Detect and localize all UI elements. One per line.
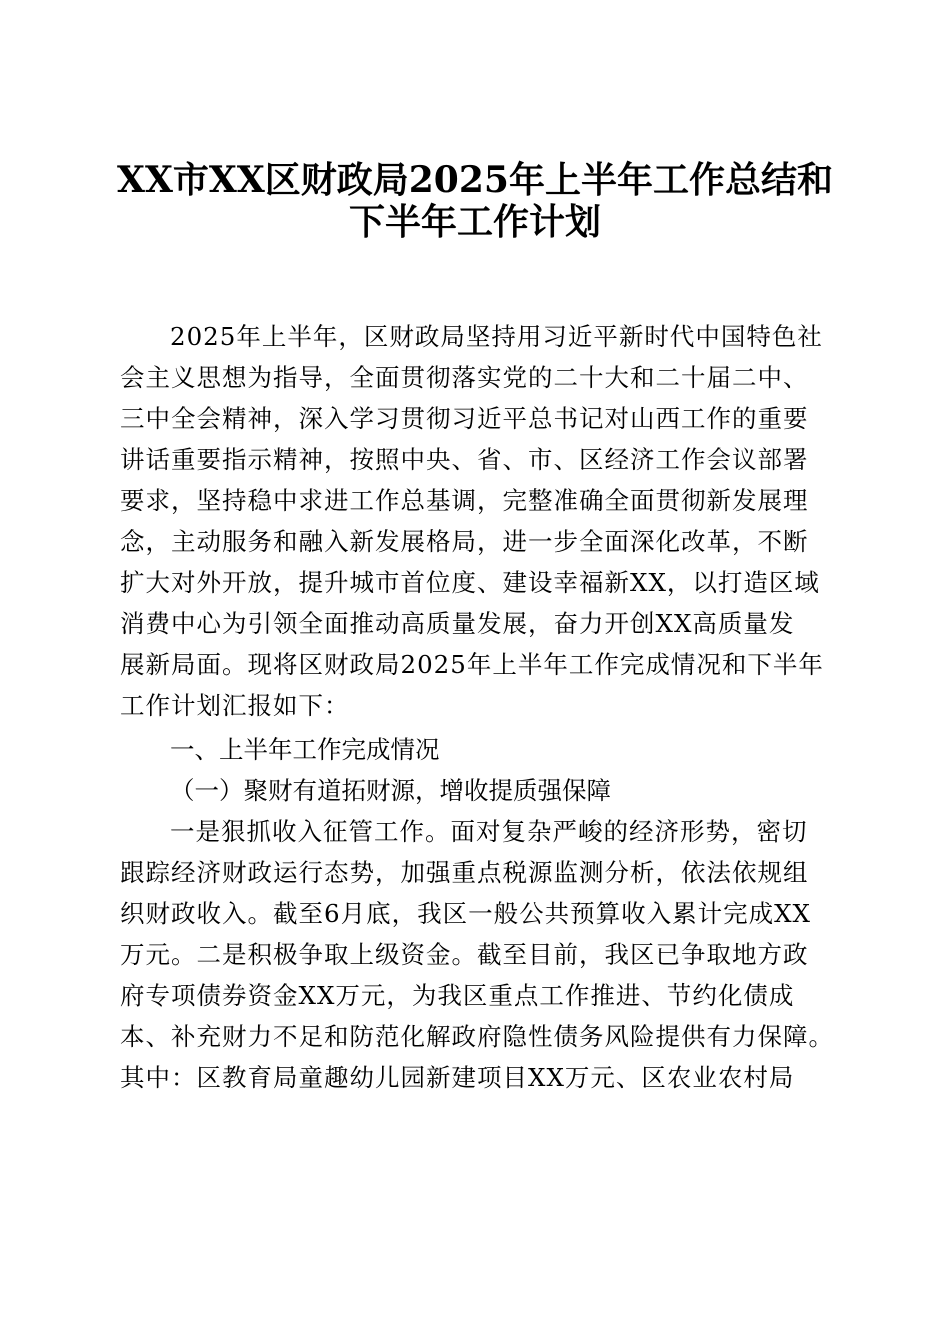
paragraph-line: 扩大对外开放，提升城市首位度、建设幸福新XX，以打造区域 [120,568,820,597]
paragraph-line: 跟踪经济财政运行态势，加强重点税源监测分析，依法依规组 [120,858,809,887]
document-title-line-2: 下半年工作计划 [348,201,601,243]
paragraph-line: 讲话重要指示精神，按照中央、省、市、区经济工作会议部署 [120,445,809,474]
paragraph-line: 2025年上半年，区财政局坚持用习近平新时代中国特色社 [170,322,823,351]
document-title-line-1: XX市XX区财政局2025年上半年工作总结和 [117,159,833,201]
paragraph-line: 织财政收入。截至6月底，我区一般公共预算收入累计完成XX [120,899,811,928]
paragraph-line: 展新局面。现将区财政局2025年上半年工作完成情况和下半年 [120,650,824,679]
paragraph-line: 念，主动服务和融入新发展格局，进一步全面深化改革，不断 [120,527,809,556]
section-heading: 一、上半年工作完成情况 [170,735,440,764]
paragraph-line: 工作计划汇报如下： [120,691,350,720]
subsection-heading: （一）聚财有道拓财源，增收提质强保障 [170,776,611,805]
paragraph-line: 三中全会精神，深入学习贯彻习近平总书记对山西工作的重要 [120,404,809,433]
paragraph-line: 要求，坚持稳中求进工作总基调，完整准确全面贯彻新发展理 [120,486,809,515]
paragraph-line: 府专项债券资金XX万元，为我区重点工作推进、节约化债成 [120,981,795,1010]
paragraph-line: 一是狠抓收入征管工作。面对复杂严峻的经济形势，密切 [170,817,808,846]
paragraph-line: 本、补充财力不足和防范化解政府隐性债务风险提供有力保障。 [120,1022,834,1051]
paragraph-line: 其中：区教育局童趣幼儿园新建项目XX万元、区农业农村局 [120,1063,795,1092]
paragraph-line: 会主义思想为指导，全面贯彻落实党的二十大和二十届二中、 [120,363,809,392]
paragraph-line: 消费中心为引领全面推动高质量发展，奋力开创XX高质量发 [120,609,795,638]
paragraph-line: 万元。二是积极争取上级资金。截至目前，我区已争取地方政 [120,940,809,969]
